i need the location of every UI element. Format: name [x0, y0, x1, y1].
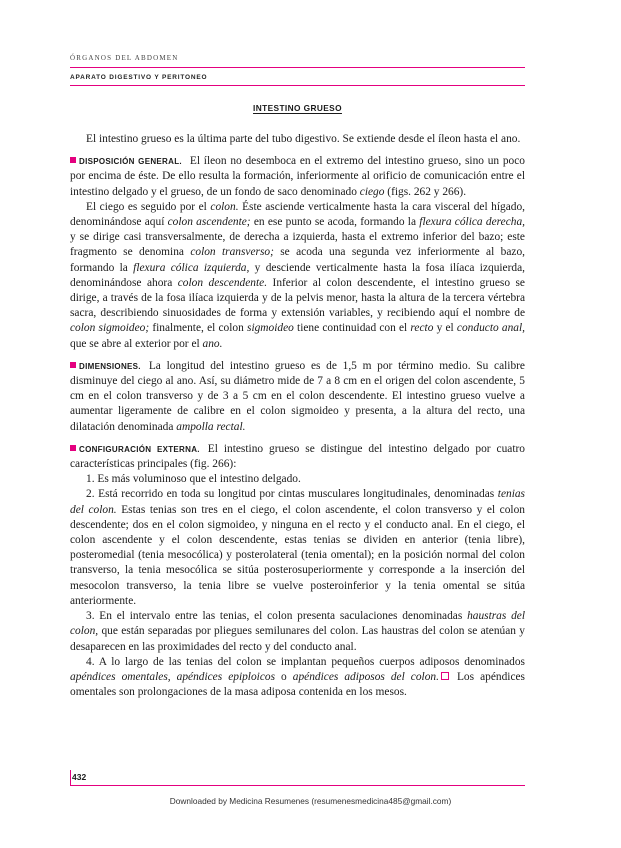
italic-term: flexura cólica derecha, — [419, 216, 525, 229]
italic-term: apéndices adiposos del colon. — [292, 670, 439, 683]
italic-term: flexura cólica izquierda, — [133, 261, 250, 274]
list-item-4-text: 4. A lo largo de las tenias del colon se implantan pequeños cuerpos adiposos denominados apéndices omentales, apéndices epiploicos o apéndices adiposos del colon. Los apéndices omentales son prolongaciones de la masa adiposa contenida en los mesos. — [70, 655, 525, 699]
page-title: INTESTINO GRUESO — [253, 103, 342, 113]
italic-term: apéndices omentales, apéndices epiploicos — [70, 670, 276, 683]
list-item-3 — [70, 609, 525, 655]
italic-term: haustras del colon, — [70, 610, 525, 638]
section-heading-dimensiones: DIMENSIONES. — [79, 361, 141, 371]
main-content — [70, 132, 525, 700]
italic-term: colon ascendente; — [167, 216, 251, 229]
intro-paragraph: El intestino grueso es la última parte del tubo digestivo. Se extiende desde el íleon hasta el ano. — [86, 133, 521, 145]
running-subheader: APARATO DIGESTIVO Y PERITONEO — [70, 74, 208, 81]
italic-term: ano. — [202, 337, 223, 350]
italic-term: conducto anal, — [456, 322, 525, 335]
page-number: 432 — [72, 772, 87, 782]
configuracion-paragraph — [70, 442, 525, 472]
list-item-1: 1. Es más voluminoso que el intestino delgado. — [86, 473, 301, 486]
disposicion-paragraph-2 — [70, 200, 525, 352]
italic-term: colon. — [210, 200, 239, 213]
italic-term: colon transverso; — [190, 246, 274, 259]
dimensiones-paragraph — [70, 359, 525, 435]
footer-rule — [70, 785, 525, 786]
italic-term: recto — [410, 322, 434, 335]
subheader-rule — [70, 85, 525, 86]
list-item-3-text: 3. En el intervalo entre las tenias, el colon presenta saculaciones denominadas haustras del colon, que están separadas por pliegues semilunares del colon. Las haustras del colon se atenúan y desaparecen en las proximidades del recto y del conducto anal. — [70, 610, 525, 653]
section-heading-disposicion: DISPOSICIÓN GENERAL. — [79, 157, 182, 167]
section-bullet-icon — [70, 445, 76, 451]
italic-term: sigmoideo — [247, 322, 294, 335]
download-footer: Downloaded by Medicina Resumenes (resumenesmedicina485@gmail.com) — [169, 796, 452, 806]
list-item-2 — [70, 487, 525, 609]
italic-term: colon descendente. — [177, 276, 268, 289]
header-rule — [70, 67, 525, 68]
disposicion-text-2: El ciego es seguido por el colon. Éste asciende verticalmente hasta la cara visceral del hígado, denominándose aquí colon ascendente; en ese punto se acoda, formando la flexura cólica derecha, y se dirige casi transversalmente, de derecha a izquierda, hasta el extremo inferior del bazo; este fragmento se denomina colon transverso; se acoda una segunda vez inferiormente al bazo, formando la flexura cólica izquierda, y desciende verticalmente hasta la fosa ilíaca izquierda, denominándose ahora colon descendente. Inferior al colon descendente, el intestino grueso se dirige, a través de la fosa ilíaca izquierda y de la pelvis menor, hasta la altura de la tercera vértebra sacra, describiendo sinuosidades de forma y extensión variables, y recibiendo aquí el nombre de colon sigmoideo; finalmente, el colon sigmoideo tiene continuidad con el recto y el conducto anal, que se abre al exterior por el ano. — [70, 200, 526, 350]
page-number-bar — [70, 770, 71, 786]
disposicion-text-1: El íleon no desemboca en el extremo del intestino grueso, sino un poco por encima de éste. De ello resulta la formación, inferiormente al orificio de comunicación entre el intestino delgado y el grueso, de un fondo de saco denominado ciego (figs. 262 y 266). — [70, 155, 525, 198]
list-item-2-text: 2. Está recorrido en toda su longitud por cintas musculares longitudinales, denominadas tenias del colon. Estas tenias son tres en el ciego, el colon ascendente, el colon transverso y el colon descendente; dos en el colon sigmoideo, y ninguna en el recto y el conducto anal. En el ciego, el colon ascendente y el colon descendente, estas tenias se dividen en anterior (tenia libre), posteromedial (tenia mesocólica) y posterolateral (tenia omental); en la posición normal del colon transverso, la tenia mesocólica se sitúa posterosuperiormente y corresponde a la inserción del mesocolon transverso, la tenia libre se vuelve posteroinferior y la tenia omental se sitúa anteriormente. — [70, 488, 525, 607]
disposicion-paragraph-1 — [70, 154, 525, 200]
section-end-icon — [441, 672, 449, 680]
dimensiones-text: La longitud del intestino grueso es de 1,5 m por término medio. Su calibre disminuye del ciego al ano. Así, su diámetro mide de 7 a 8 cm en el origen del colon ascendente, 5 cm en el colon transverso y de 3 a 5 cm en el colon descendente. El intestino grueso vuelve a aumentar ligeramente de calibre en el colon sigmoideo y presenta, a la altura del recto, una dilatación denominada ampolla rectal. — [70, 359, 525, 433]
section-heading-configuracion: CONFIGURACIÓN EXTERNA. — [79, 444, 200, 454]
configuracion-intro: El intestino grueso se distingue del intestino delgado por cuatro características principales (fig. 266): — [70, 442, 525, 471]
italic-term: tenias del colon. — [70, 488, 525, 516]
italic-term: ampolla rectal. — [176, 420, 246, 433]
section-bullet-icon — [70, 157, 76, 163]
italic-term: ciego — [359, 185, 385, 198]
running-header: ÓRGANOS DEL ABDOMEN — [70, 54, 179, 62]
section-bullet-icon — [70, 362, 76, 368]
italic-term: colon sigmoideo; — [70, 322, 150, 335]
list-item-4 — [70, 655, 525, 701]
